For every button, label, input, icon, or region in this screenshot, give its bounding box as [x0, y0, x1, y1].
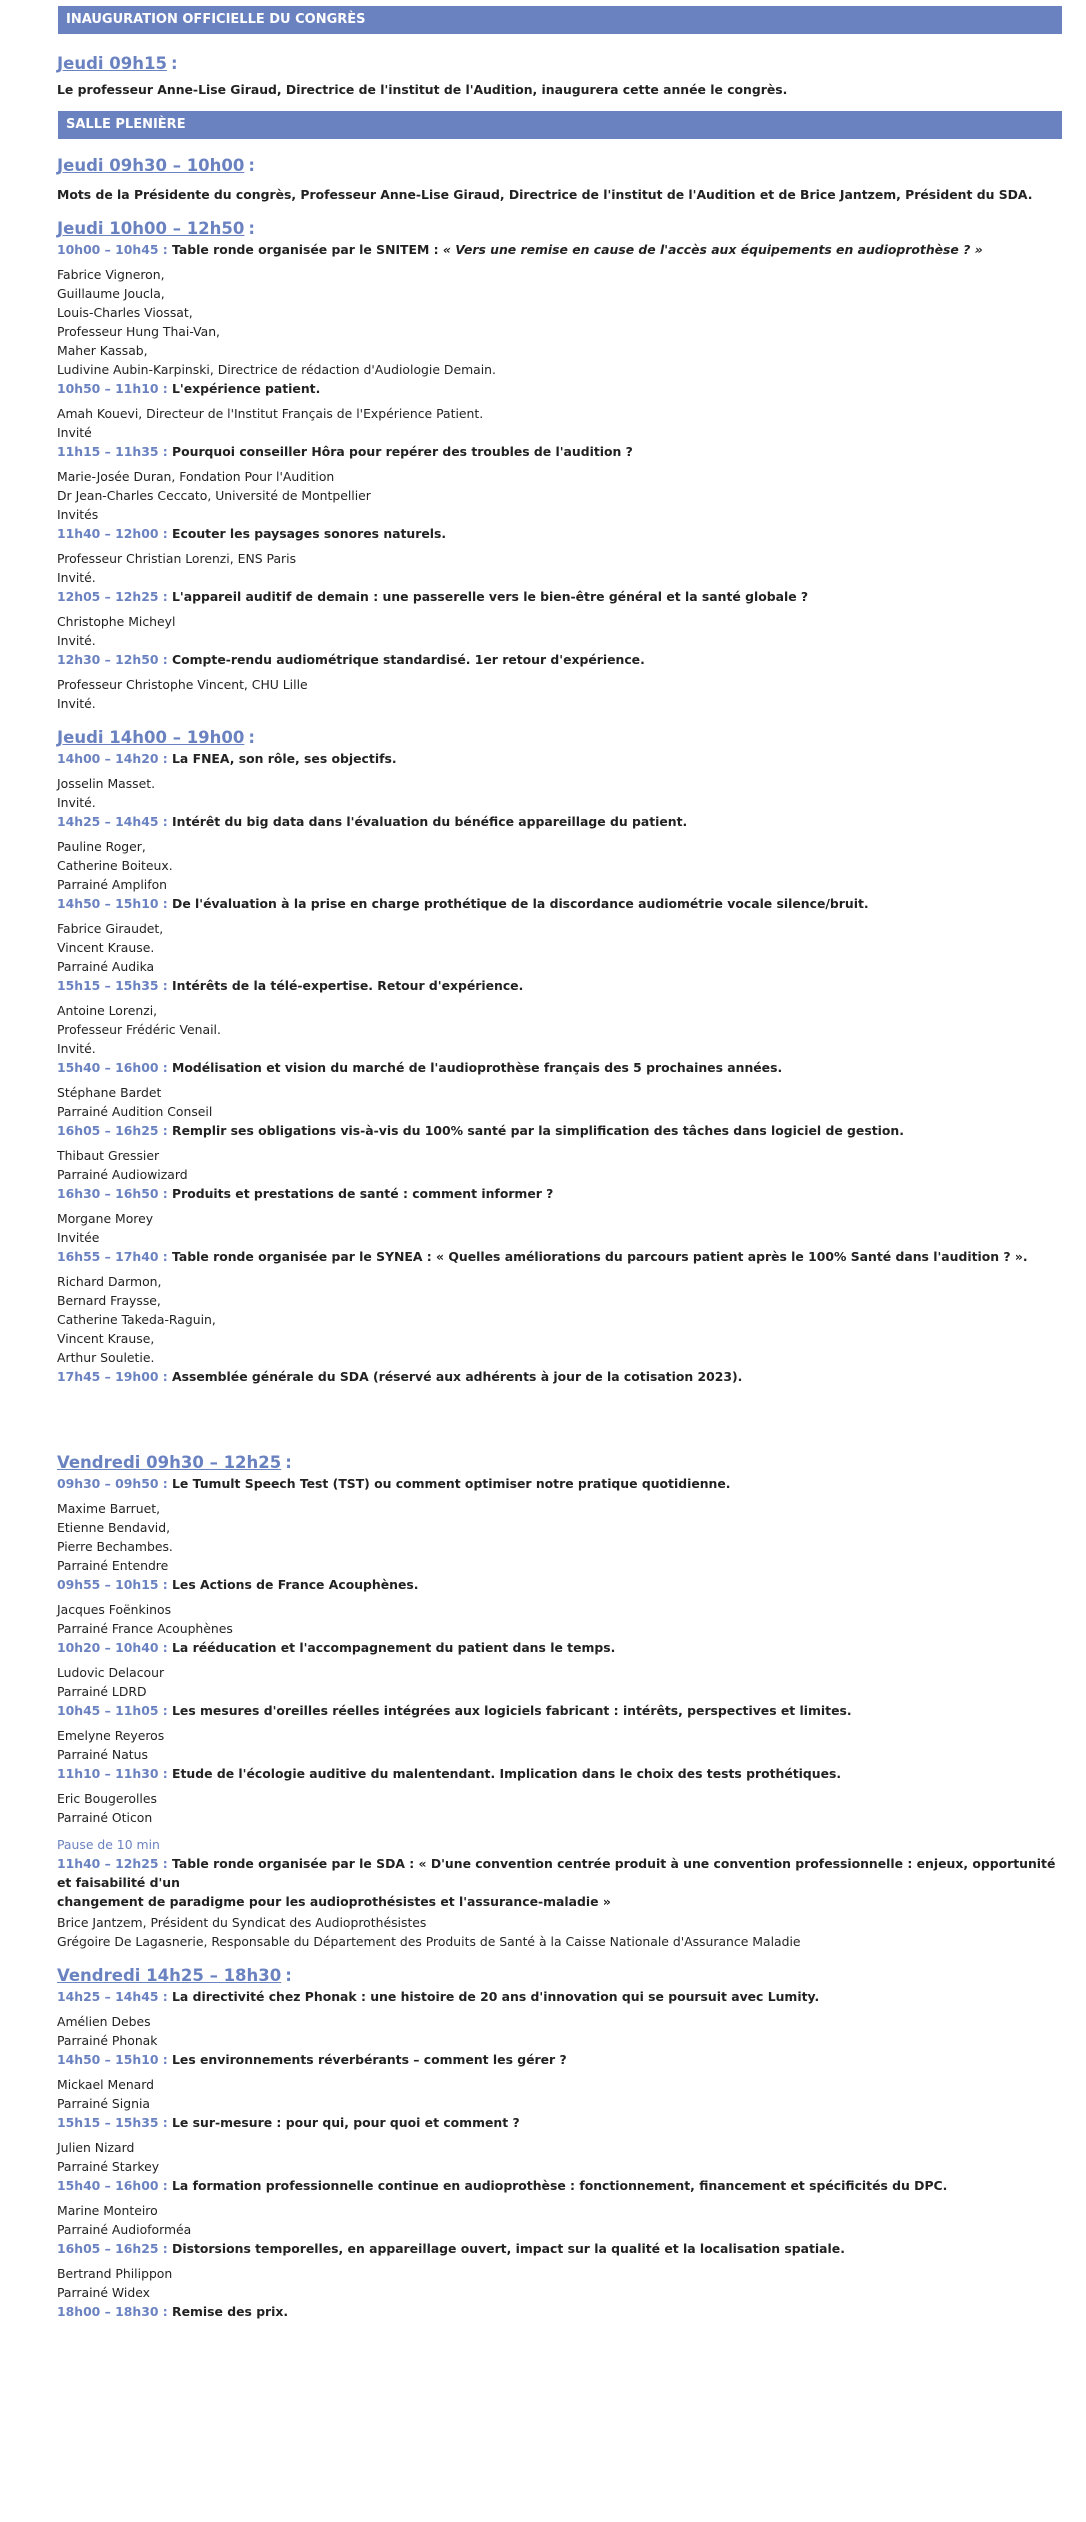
- session-list: [57, 240, 1062, 713]
- speaker-list: [57, 1001, 1062, 1058]
- separator: :: [158, 2052, 173, 2067]
- speaker: Parrainé France Acouphènes: [57, 1621, 233, 1636]
- session-title: De l'évaluation à la prise en charge prothétique de la discordance audiométrie vocale silence/bruit.: [172, 896, 869, 911]
- session-head: [57, 1184, 1062, 1203]
- session-head: [57, 2050, 1062, 2069]
- session-title: Intérêts de la télé-expertise. Retour d'expérience.: [172, 978, 524, 993]
- session-time: 15h15 – 15h35: [57, 978, 159, 993]
- session-time: 16h30 – 16h50: [57, 1186, 159, 1201]
- speaker: Morgane Morey: [57, 1211, 154, 1226]
- session-head: [57, 976, 1062, 995]
- separator: :: [158, 1369, 173, 1384]
- separator: :: [158, 444, 173, 459]
- separator: :: [158, 978, 173, 993]
- speaker-list: [57, 675, 1062, 713]
- session-head: [57, 1638, 1062, 1657]
- session-time: 15h40 – 16h00: [57, 2178, 159, 2193]
- speaker: Ludivine Aubin-Karpinski, Directrice de rédaction d'Audiologie Demain.: [57, 362, 496, 377]
- session-head: [57, 2239, 1062, 2258]
- speaker: Parrainé Oticon: [57, 1810, 153, 1825]
- speaker: Jacques Foënkinos: [57, 1602, 172, 1617]
- session-title: Distorsions temporelles, en appareillage ouvert, impact sur la qualité et la localisation spatiale.: [172, 2241, 845, 2256]
- speaker: Etienne Bendavid,: [57, 1520, 171, 1535]
- separator: :: [158, 2304, 173, 2319]
- speaker: Parrainé Natus: [57, 1747, 148, 1762]
- separator: :: [158, 1640, 173, 1655]
- speaker: Invité.: [57, 1041, 96, 1056]
- speaker: Amélien Debes: [57, 2014, 151, 2029]
- separator: :: [158, 1476, 173, 1491]
- section-inauguration: [0, 53, 1086, 99]
- speaker: Maxime Barruet,: [57, 1501, 161, 1516]
- speaker: Vincent Krause.: [57, 940, 155, 955]
- session-title: Assemblée générale du SDA (réservé aux adhérents à jour de la cotisation 2023).: [172, 1369, 743, 1384]
- separator: :: [158, 526, 173, 541]
- separator: :: [158, 751, 173, 766]
- speaker: Christophe Micheyl: [57, 614, 176, 629]
- separator: :: [158, 814, 173, 829]
- day-heading[interactable]: Jeudi 10h00 – 12h50 :: [57, 219, 255, 238]
- section-vendredi-0930: [0, 1452, 1086, 1951]
- speaker-list: [57, 467, 1062, 524]
- separator: :: [158, 1249, 173, 1264]
- speaker: Parrainé Signia: [57, 2096, 150, 2111]
- speaker: Parrainé Widex: [57, 2285, 150, 2300]
- session-time: 17h45 – 19h00: [57, 1369, 159, 1384]
- speaker-list: [57, 1789, 1062, 1827]
- speaker: Mickael Menard: [57, 2077, 155, 2092]
- session-time: 10h00 – 10h45: [57, 242, 159, 257]
- speaker-list: [57, 1083, 1062, 1121]
- speaker-list: [57, 2012, 1062, 2050]
- session-time: 14h25 – 14h45: [57, 814, 159, 829]
- separator: :: [158, 1766, 173, 1781]
- session-title: Table ronde organisée par le SNITEM :: [172, 242, 443, 257]
- session-title: Produits et prestations de santé : comment informer ?: [172, 1186, 554, 1201]
- session-time: 15h40 – 16h00: [57, 1060, 159, 1075]
- session-title: Le sur-mesure : pour qui, pour quoi et comment ?: [172, 2115, 520, 2130]
- separator: :: [158, 381, 173, 396]
- session-title: Compte-rendu audiométrique standardisé. 1er retour d'expérience.: [172, 652, 645, 667]
- speaker: Vincent Krause,: [57, 1331, 155, 1346]
- speaker: Professeur Frédéric Venail.: [57, 1022, 221, 1037]
- session-time: 14h50 – 15h10: [57, 896, 159, 911]
- separator: :: [158, 1123, 173, 1138]
- session-head: [57, 812, 1062, 831]
- session-head: [57, 1247, 1062, 1266]
- pause-note: Pause de 10 min: [57, 1837, 160, 1852]
- session-head: [57, 1575, 1062, 1594]
- speaker: Emelyne Reyeros: [57, 1728, 165, 1743]
- session-title: Table ronde organisée par le SDA : « D'une convention centrée produit à une convention professionnelle : enjeux, opportunité et faisabilité d'un: [57, 1856, 1056, 1890]
- speaker: Grégoire De Lagasnerie, Responsable du Département des Produits de Santé à la Caisse Nationale d'Assurance Maladie: [57, 1934, 801, 1949]
- speaker: Pierre Bechambes.: [57, 1539, 173, 1554]
- speaker: Ludovic Delacour: [57, 1665, 165, 1680]
- speaker: Richard Darmon,: [57, 1274, 162, 1289]
- speaker: Catherine Takeda-Raguin,: [57, 1312, 216, 1327]
- session-time: 10h20 – 10h40: [57, 1640, 159, 1655]
- speaker-list: [57, 1726, 1062, 1764]
- speaker: Invités: [57, 507, 99, 522]
- session-head: [57, 240, 1062, 259]
- separator: :: [158, 2178, 173, 2193]
- speaker-list: [57, 2138, 1062, 2176]
- session-time: 11h40 – 12h25: [57, 1856, 159, 1871]
- session-title: Ecouter les paysages sonores naturels.: [172, 526, 447, 541]
- banner-inauguration: INAUGURATION OFFICIELLE DU CONGRÈS: [58, 6, 1062, 34]
- session-head: [57, 1701, 1062, 1720]
- speaker: Professeur Hung Thai-Van,: [57, 324, 220, 339]
- speaker: Thibaut Gressier: [57, 1148, 160, 1163]
- session-title: Modélisation et vision du marché de l'audioprothèse français des 5 prochaines années.: [172, 1060, 783, 1075]
- session-title: L'appareil auditif de demain : une passerelle vers le bien-être général et la santé globale ?: [172, 589, 809, 604]
- session-time: 10h45 – 11h05: [57, 1703, 159, 1718]
- speaker: Brice Jantzem, Président du Syndicat des Audioprothésistes: [57, 1915, 427, 1930]
- separator: :: [158, 589, 173, 604]
- separator: :: [158, 896, 173, 911]
- session-head: [57, 1474, 1062, 1493]
- speaker: Invitée: [57, 1230, 100, 1245]
- speaker: Bernard Fraysse,: [57, 1293, 161, 1308]
- session-title: La formation professionnelle continue en audioprothèse : fonctionnement, financement et spécificités du DPC.: [172, 2178, 948, 2193]
- session-time: 12h05 – 12h25: [57, 589, 159, 604]
- session-head: [57, 1121, 1062, 1140]
- speaker: Parrainé Audioforméa: [57, 2222, 192, 2237]
- session-title: Table ronde organisée par le SYNEA : « Quelles améliorations du parcours patient après le 100% Santé dans l'audition ? ».: [172, 1249, 1028, 1264]
- session-time: 11h15 – 11h35: [57, 444, 159, 459]
- session-head: 11h40 – 12h25 : Table ronde organisée par le SDA : « D'une convention centrée produit à une convention professionnelle : enjeux, opportunité et faisabilité d'un changement de paradigme pour les audioprothésistes et l'assurance-maladie »: [57, 1856, 1056, 1909]
- session-head: [57, 1058, 1062, 1077]
- speaker: Parrainé Audition Conseil: [57, 1104, 213, 1119]
- day-heading[interactable]: Vendredi 09h30 – 12h25 :: [57, 1453, 292, 1472]
- speaker-list: [57, 919, 1062, 976]
- session-time: 18h00 – 18h30: [57, 2304, 159, 2319]
- speaker: Parrainé Audika: [57, 959, 155, 974]
- speaker-list: [57, 1146, 1062, 1184]
- session-head: [57, 749, 1062, 768]
- speaker: Invité.: [57, 696, 96, 711]
- separator: :: [158, 242, 173, 257]
- speaker-list: [57, 837, 1062, 894]
- section-vendredi-1425: [0, 1965, 1086, 2321]
- session-title: Les mesures d'oreilles réelles intégrées aux logiciels fabricant : intérêts, perspectives et limites.: [172, 1703, 852, 1718]
- day-heading[interactable]: Jeudi 09h15 :: [57, 54, 178, 73]
- speaker-list: [57, 1600, 1062, 1638]
- session-title-quote: « Vers une remise en cause de l'accès aux équipements en audioprothèse ? »: [442, 242, 983, 257]
- session-title: Remise des prix.: [172, 2304, 289, 2319]
- session-head: [57, 1764, 1062, 1783]
- speaker: Marie-Josée Duran, Fondation Pour l'Audition: [57, 469, 335, 484]
- session-head: [57, 894, 1062, 913]
- speaker: Parrainé Amplifon: [57, 877, 168, 892]
- session-time: 16h05 – 16h25: [57, 1123, 159, 1138]
- session-title: Le Tumult Speech Test (TST) ou comment optimiser notre pratique quotidienne.: [172, 1476, 731, 1491]
- intro-text: Mots de la Présidente du congrès, Professeur Anne-Lise Giraud, Directrice de l'institut de l'Audition et de Brice Jantzem, Président du SDA.: [57, 187, 1033, 202]
- session-head: [57, 2113, 1062, 2132]
- speaker-list: [57, 404, 1062, 442]
- speaker: Invité.: [57, 795, 96, 810]
- separator: :: [158, 2241, 173, 2256]
- session-list: [57, 1987, 1062, 2321]
- session-title: La FNEA, son rôle, ses objectifs.: [172, 751, 397, 766]
- banner-pleniere: SALLE PLENIÈRE: [58, 111, 1062, 139]
- speaker: Parrainé Phonak: [57, 2033, 158, 2048]
- separator: :: [158, 1989, 173, 2004]
- speaker: Dr Jean-Charles Ceccato, Université de Montpellier: [57, 488, 371, 503]
- speaker: Parrainé Starkey: [57, 2159, 160, 2174]
- session-time: 14h25 – 14h45: [57, 1989, 159, 2004]
- speaker: Stéphane Bardet: [57, 1085, 162, 1100]
- session-title: Les environnements réverbérants – comment les gérer ?: [172, 2052, 567, 2067]
- day-heading[interactable]: Vendredi 14h25 – 18h30 :: [57, 1966, 292, 1985]
- speaker: Antoine Lorenzi,: [57, 1003, 158, 1018]
- separator: :: [158, 652, 173, 667]
- speaker-list: [57, 774, 1062, 812]
- inauguration-text: Le professeur Anne-Lise Giraud, Directrice de l'institut de l'Audition, inaugurera cette année le congrès.: [57, 82, 788, 97]
- session-list: [57, 749, 1062, 1386]
- session-time: 15h15 – 15h35: [57, 2115, 159, 2130]
- session-head: [57, 379, 1062, 398]
- speaker: Parrainé Entendre: [57, 1558, 169, 1573]
- speaker: Pauline Roger,: [57, 839, 146, 854]
- speaker-list: [57, 1499, 1062, 1575]
- speaker-list: [57, 2264, 1062, 2302]
- section-jeudi-0930: [0, 155, 1086, 204]
- session-title: La rééducation et l'accompagnement du patient dans le temps.: [172, 1640, 616, 1655]
- session-head: [57, 1987, 1062, 2006]
- session-time: 09h55 – 10h15: [57, 1577, 159, 1592]
- session-head: [57, 587, 1062, 606]
- speaker: Professeur Christian Lorenzi, ENS Paris: [57, 551, 297, 566]
- speaker-list: [57, 265, 1062, 379]
- speaker: Parrainé Audiowizard: [57, 1167, 188, 1182]
- separator: :: [158, 2115, 173, 2130]
- speaker-list: [57, 1663, 1062, 1701]
- session-time: 09h30 – 09h50: [57, 1476, 159, 1491]
- session-head: [57, 2302, 1062, 2321]
- speaker: Professeur Christophe Vincent, CHU Lille: [57, 677, 308, 692]
- speaker: Eric Bougerolles: [57, 1791, 157, 1806]
- speaker: Marine Monteiro: [57, 2203, 158, 2218]
- speaker: Guillaume Joucla,: [57, 286, 165, 301]
- session-time: 14h50 – 15h10: [57, 2052, 159, 2067]
- speaker: Julien Nizard: [57, 2140, 135, 2155]
- session-title: Pourquoi conseiller Hôra pour repérer des troubles de l'audition ?: [172, 444, 633, 459]
- session-title: Etude de l'écologie auditive du malentendant. Implication dans le choix des tests prothétiques.: [172, 1766, 842, 1781]
- speaker-list: [57, 612, 1062, 650]
- session-head: [57, 524, 1062, 543]
- speaker: Amah Kouevi, Directeur de l'Institut Français de l'Expérience Patient.: [57, 406, 484, 421]
- session-title: Intérêt du big data dans l'évaluation du bénéfice appareillage du patient.: [172, 814, 688, 829]
- session-time: 11h40 – 12h00: [57, 526, 159, 541]
- session-head: [57, 1367, 1062, 1386]
- speaker: Invité.: [57, 633, 96, 648]
- session-title-cont: changement de paradigme pour les audioprothésistes et l'assurance-maladie »: [57, 1894, 611, 1909]
- speaker: Fabrice Vigneron,: [57, 267, 165, 282]
- speaker: Fabrice Giraudet,: [57, 921, 164, 936]
- separator: :: [158, 1060, 173, 1075]
- speaker: Bertrand Philippon: [57, 2266, 173, 2281]
- session-time: 14h00 – 14h20: [57, 751, 159, 766]
- day-heading[interactable]: Jeudi 14h00 – 19h00 :: [57, 728, 255, 747]
- speaker-list: [57, 1209, 1062, 1247]
- speaker-list: [57, 2075, 1062, 2113]
- session-time: 16h05 – 16h25: [57, 2241, 159, 2256]
- speaker: Josselin Masset.: [57, 776, 156, 791]
- session-list: [57, 1474, 1062, 1827]
- session-title: La directivité chez Phonak : une histoire de 20 ans d'innovation qui se poursuit avec Lumity.: [172, 1989, 820, 2004]
- session-title: L'expérience patient.: [172, 381, 321, 396]
- section-jeudi-1400: [0, 727, 1086, 1386]
- separator: :: [158, 1703, 173, 1718]
- session-title: Les Actions de France Acouphènes.: [172, 1577, 419, 1592]
- speaker: Arthur Souletie.: [57, 1350, 155, 1365]
- speaker-list: [57, 2201, 1062, 2239]
- session-time: 12h30 – 12h50: [57, 652, 159, 667]
- session-head: [57, 442, 1062, 461]
- speaker-list: [57, 1913, 1062, 1951]
- session-time: 11h10 – 11h30: [57, 1766, 159, 1781]
- session-title: Remplir ses obligations vis-à-vis du 100% santé par la simplification des tâches dans logiciel de gestion.: [172, 1123, 904, 1138]
- speaker: Maher Kassab,: [57, 343, 148, 358]
- session-time: 10h50 – 11h10: [57, 381, 159, 396]
- speaker: Invité.: [57, 570, 96, 585]
- day-heading[interactable]: Jeudi 09h30 – 10h00 :: [57, 156, 255, 175]
- separator: :: [158, 1186, 173, 1201]
- speaker-list: [57, 1272, 1062, 1367]
- section-jeudi-1000: [0, 218, 1086, 713]
- session-head: [57, 2176, 1062, 2195]
- session-time: 16h55 – 17h40: [57, 1249, 159, 1264]
- speaker: Invité: [57, 425, 92, 440]
- speaker: Catherine Boiteux.: [57, 858, 173, 873]
- session-head: [57, 650, 1062, 669]
- speaker: Louis-Charles Viossat,: [57, 305, 193, 320]
- speaker: Parrainé LDRD: [57, 1684, 147, 1699]
- separator: :: [158, 1577, 173, 1592]
- speaker-list: [57, 549, 1062, 587]
